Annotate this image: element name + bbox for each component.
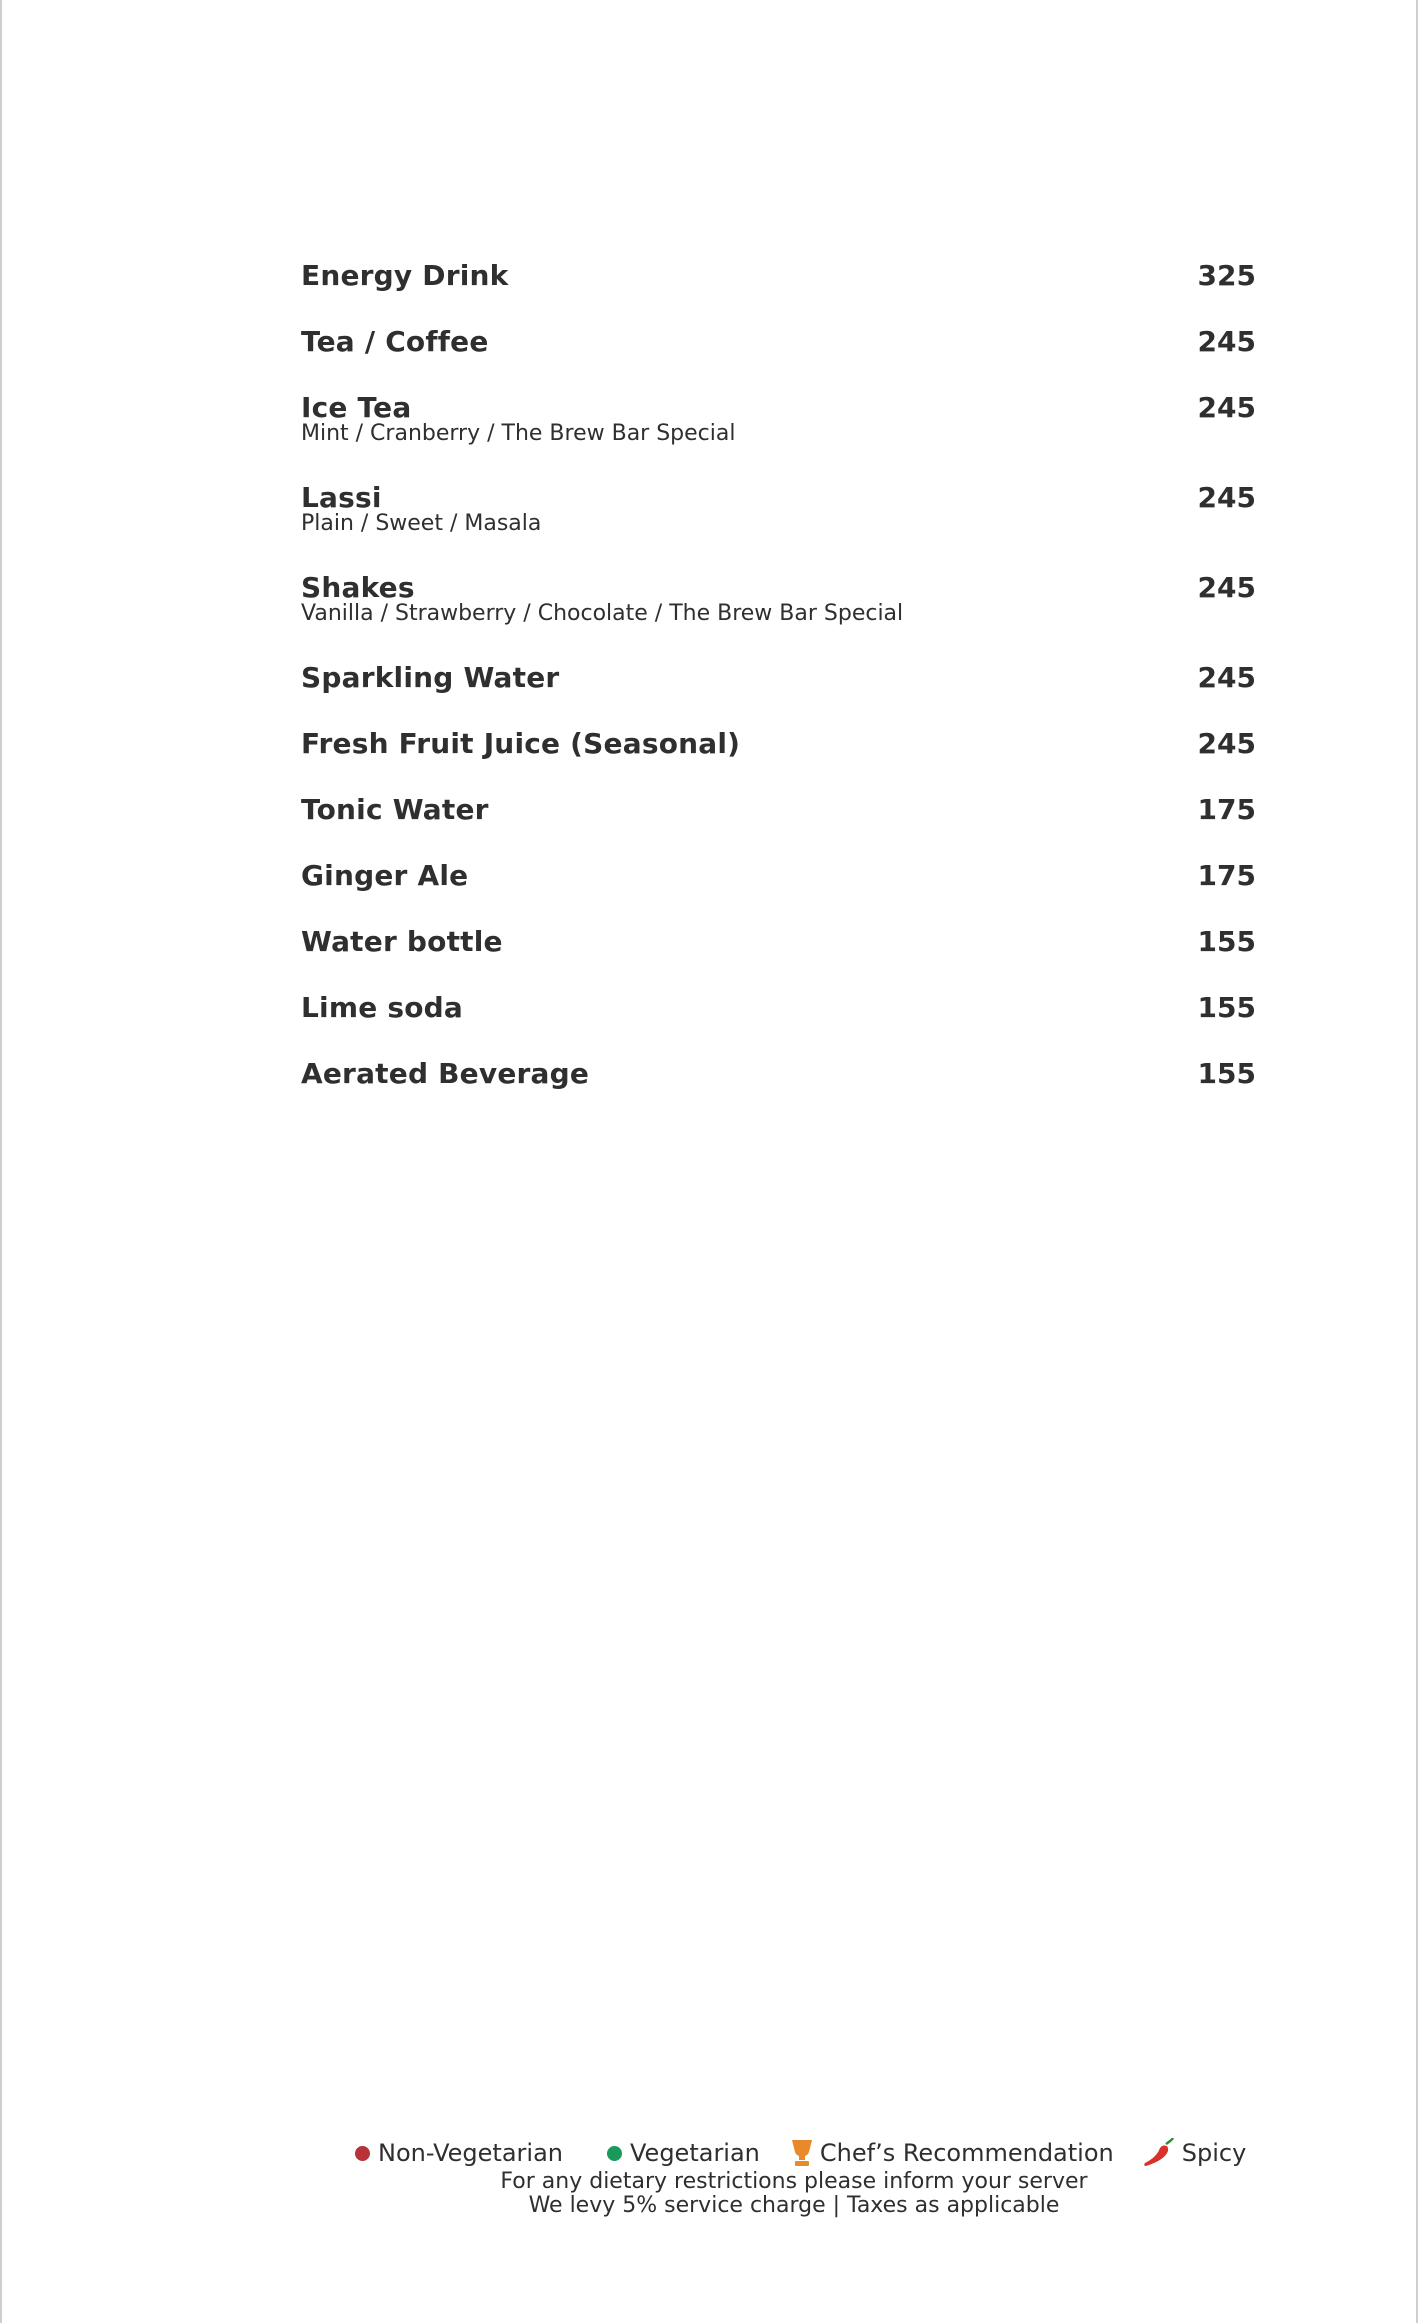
item-name: Ice Tea bbox=[301, 391, 412, 424]
legend-vegetarian bbox=[607, 2139, 760, 2167]
item-price: 245 bbox=[1197, 571, 1256, 604]
item-price: 245 bbox=[1197, 391, 1256, 424]
menu-item bbox=[301, 724, 1256, 790]
chef-hat-icon bbox=[790, 2138, 814, 2168]
menu-list bbox=[301, 256, 1256, 1120]
menu-item bbox=[301, 658, 1256, 724]
item-name: Energy Drink bbox=[301, 259, 509, 292]
green-dot-icon bbox=[607, 2146, 622, 2161]
menu-item bbox=[301, 568, 1256, 658]
item-price: 245 bbox=[1197, 661, 1256, 694]
menu-item bbox=[301, 478, 1256, 568]
item-description: Plain / Sweet / Masala bbox=[301, 511, 542, 536]
legend-spicy bbox=[1142, 2138, 1247, 2168]
item-price: 245 bbox=[1197, 727, 1256, 760]
menu-item bbox=[301, 388, 1256, 478]
service-charge-notice: We levy 5% service charge | Taxes as applicable bbox=[528, 2193, 1060, 2218]
menu-item bbox=[301, 922, 1256, 988]
item-price: 175 bbox=[1197, 859, 1256, 892]
item-name: Aerated Beverage bbox=[301, 1057, 590, 1090]
menu-item bbox=[301, 856, 1256, 922]
legend-spicy-label: Spicy bbox=[1181, 2139, 1247, 2167]
menu-item bbox=[301, 256, 1256, 322]
item-name: Tonic Water bbox=[301, 793, 489, 826]
item-price: 155 bbox=[1197, 925, 1256, 958]
item-name: Fresh Fruit Juice (Seasonal) bbox=[301, 727, 741, 760]
page-border-left bbox=[0, 0, 2, 2323]
item-price: 245 bbox=[1197, 481, 1256, 514]
item-price: 175 bbox=[1197, 793, 1256, 826]
item-description: Vanilla / Strawberry / Chocolate / The Brew Bar Special bbox=[301, 601, 904, 626]
item-price: 155 bbox=[1197, 1057, 1256, 1090]
item-price: 325 bbox=[1197, 259, 1256, 292]
menu-item bbox=[301, 322, 1256, 388]
menu-item bbox=[301, 988, 1256, 1054]
item-name: Ginger Ale bbox=[301, 859, 469, 892]
red-dot-icon bbox=[355, 2146, 370, 2161]
item-name: Water bottle bbox=[301, 925, 503, 958]
item-name: Lime soda bbox=[301, 991, 463, 1024]
item-description: Mint / Cranberry / The Brew Bar Special bbox=[301, 421, 736, 446]
item-name: Sparkling Water bbox=[301, 661, 560, 694]
item-price: 155 bbox=[1197, 991, 1256, 1024]
item-name: Lassi bbox=[301, 481, 382, 514]
legend-non-vegetarian-label: Non-Vegetarian bbox=[378, 2139, 563, 2167]
item-price: 245 bbox=[1197, 325, 1256, 358]
menu-item bbox=[301, 790, 1256, 856]
menu-item bbox=[301, 1054, 1256, 1120]
item-name: Tea / Coffee bbox=[301, 325, 489, 358]
legend-vegetarian-label: Vegetarian bbox=[630, 2139, 760, 2167]
legend-non-vegetarian bbox=[355, 2139, 563, 2167]
legend-chef-recommendation bbox=[790, 2138, 1114, 2168]
legend-row bbox=[355, 2135, 1246, 2171]
chili-pepper-icon bbox=[1142, 2138, 1174, 2168]
dietary-notice: For any dietary restrictions please inform your server bbox=[500, 2169, 1088, 2194]
item-name: Shakes bbox=[301, 571, 415, 604]
legend-chef-recommendation-label: Chef’s Recommendation bbox=[819, 2139, 1114, 2167]
